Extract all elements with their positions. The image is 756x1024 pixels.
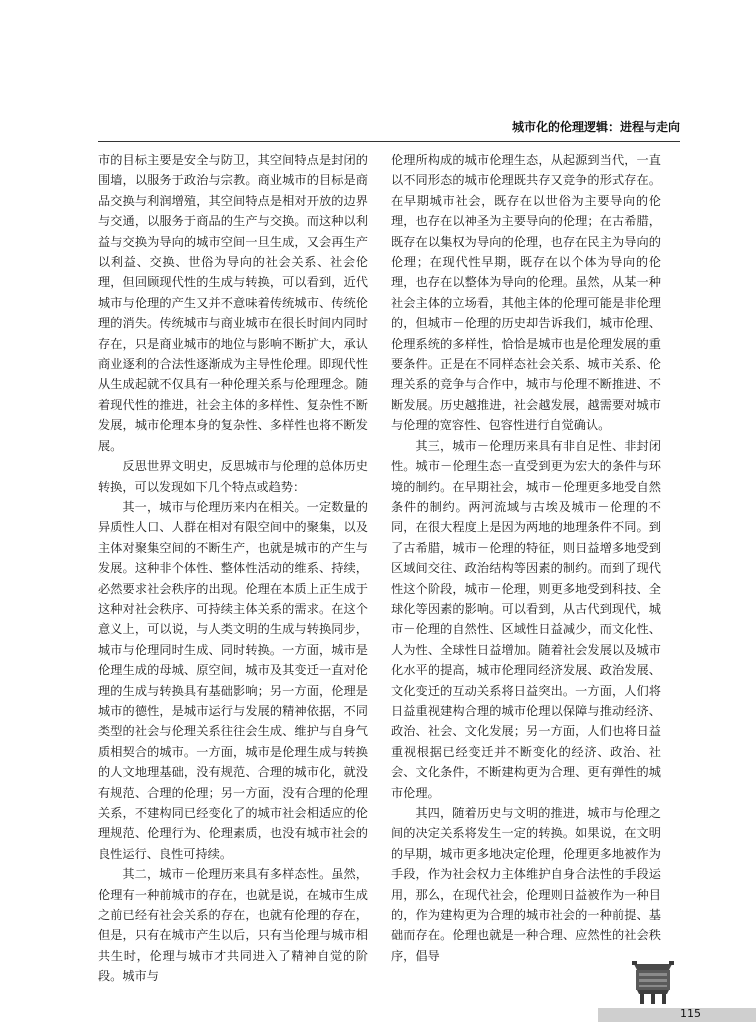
header-divider	[98, 141, 680, 142]
paragraph: 反思世界文明史，反思城市与伦理的总体历史转换，可以发现如下几个特点或趋势：	[98, 459, 368, 494]
paragraph: 其三，城市－伦理历来具有非自足性、非封闭性。城市－伦理生态一直受到更为宏大的条件与环境的制约。在早期社会，城市－伦理更多地受自然条件的制约。两河流域与古埃及城市－伦理的不同，在很大程度上是因为两地的地理条件不同。到了古希腊，城市－伦理的特征，则日益增多地受到区域间交往、政治结构等因素的制约。而到了现代性这个阶段，城市－伦理，则更多地受到科技、全球化等因素的影响。可以看到，从古代到现代，城市－伦理的自然性、区域性日益减少，而文化性、人为性、全球性日益增加。随着社会发展以及城市化水平的提高，城市伦理同经济发展、政治发展、文化变迁的互动关系将日益突出。一方面，人们将日益重视建构合理的城市伦理以保障与推动经济、政治、社会、文化发展；另一方面，人们也将日益重视根据已经变迁并不断变化的经济、政治、社会、文化条件，不断建构更为合理、更有弹性的城市伦理。	[391, 438, 661, 800]
left-text-column	[98, 150, 368, 987]
right-text-column	[391, 150, 661, 966]
paragraph: 其二，城市－伦理历来具有多样态性。虽然，伦理有一种前城市的存在，也就是说，在城市生成之前已经有社会关系的存在，也就有伦理的存在，但是，只有在城市产生以后，只有当伦理与城市相共生时，伦理与城市才共同进入了精神自觉的阶段。城市与	[98, 867, 368, 984]
paragraph: 市的目标主要是安全与防卫，其空间特点是封闭的围墙，以服务于政治与宗教。商业城市的目标是商品交换与利润增殖，其空间特点是相对开放的边界与交通，以服务于商品的生产与交换。而这种以利益与交换为导向的城市空间一旦生成，又会再生产以利益、交换、世俗为导向的社会关系、社会伦理，但回顾现代性的生成与转换，可以看到，近代城市与伦理的产生又并不意味着传统城市、传统伦理的消失。传统城市与商业城市在很长时间内同时存在，只是商业城市的地位与影响不断扩大，承认商业逐利的合法性逐渐成为主导性伦理。即现代性从生成起就不仅具有一种伦理关系与伦理理念。随着现代性的推进，社会主体的多样性、复杂性不断发展，城市伦理本身的复杂性、多样性也将不断发展。	[98, 153, 368, 453]
footer-bar	[598, 1008, 756, 1022]
paragraph: 其四，随着历史与文明的推进，城市与伦理之间的决定关系将发生一定的转换。如果说，在文明的早期，城市更多地决定伦理，伦理更多地被作为手段，作为社会权力主体维护自身合法性的手段运用，那么，在现代社会，伦理则日益被作为一种目的，作为建构更为合理的城市社会的一种前提、基础而存在。伦理也就是一种合理、应然性的社会秩序，倡导	[391, 806, 661, 963]
paragraph: 其一，城市与伦理历来内在相关。一定数量的异质性人口、人群在相对有限空间中的聚集，以及主体对聚集空间的不断生产，也就是城市的产生与发展。这种非个体性、整体性活动的维系、持续，必然要求社会秩序的出现。伦理在本质上正生成于这种对社会秩序、可持续主体关系的需求。在这个意义上，可以说，与人类文明的生成与转换同步，城市与伦理同时生成、同时转换。一方面，城市是伦理生成的母城、原空间，城市及其变迁一直对伦理的生成与转换具有基础影响；另一方面，伦理是城市的德性，是城市运行与发展的精神依据，不同类型的社会与伦理关系往往会生成、维护与自身气质相契合的城市。一方面，城市是伦理生成与转换的人文地理基础，没有规范、合理的城市化，就没有规范、合理的伦理；另一方面，没有合理的伦理关系，不建构同已经变化了的城市社会相适应的伦理规范、伦理行为、伦理素质，也没有城市社会的良性运行、良性可持续。	[98, 499, 368, 861]
bronze-vessel-icon	[630, 958, 676, 1006]
page-number: 115	[680, 1007, 701, 1020]
paragraph: 伦理所构成的城市伦理生态，从起源到当代，一直以不同形态的城市伦理既共存又竞争的形式存在。在早期城市社会，既存在以世俗为主要导向的伦理，也存在以神圣为主要导向的伦理；在古希腊，既存在以集权为导向的伦理，也存在民主为导向的伦理；在现代性早期，既存在以个体为导向的伦理，也存在以整体为导向的伦理。虽然，从某一种社会主体的立场看，其他主体的伦理可能是非伦理的，但城市－伦理的历史却告诉我们，城市伦理、伦理系统的多样性，恰恰是城市也是伦理发展的重要条件。正是在不同样态社会关系、城市关系、伦理关系的竞争与合作中，城市与伦理不断推进、不断发展。历史越推进，社会越发展，越需要对城市与伦理的宽容性、包容性进行自觉确认。	[391, 153, 661, 433]
running-header-title: 城市化的伦理逻辑：进程与走向	[511, 120, 680, 134]
